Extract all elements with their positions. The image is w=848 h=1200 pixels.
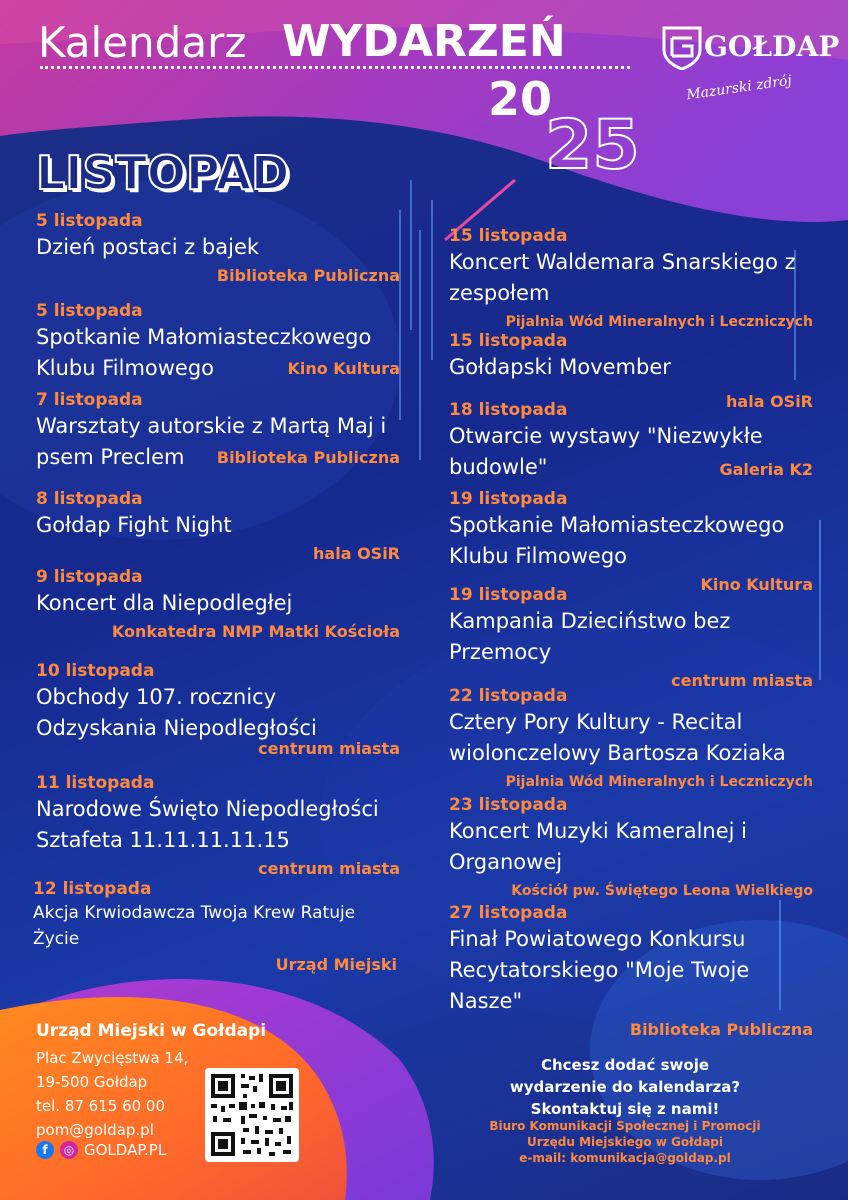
event-title: Kampania Dzieciństwo bez Przemocy (449, 609, 731, 664)
event-date: 18 listopada (449, 400, 568, 420)
contact-name: Urząd Miejski w Gołdapi (36, 1021, 267, 1041)
event-title: Dzień postaci z bajek (36, 235, 260, 259)
event-place: hala OSiR (313, 544, 400, 563)
event-title: Akcja Krwiodawcza Twoja Krew Ratuje Życie (33, 903, 356, 949)
office-contact (470, 1118, 780, 1166)
event-item (36, 389, 400, 469)
event-title: Koncert dla Niepodległej (36, 591, 293, 615)
event-date: 23 listopada (449, 795, 568, 815)
event-item (449, 399, 813, 481)
logo-text: GOŁDAP (704, 30, 840, 63)
contact-email[interactable]: pom@goldap.pl (36, 1121, 154, 1139)
event-item (36, 210, 400, 287)
event-date: 22 listopada (449, 686, 568, 706)
event-place: Pijalnia Wód Mineralnych i Leczniczych (505, 314, 813, 330)
event-title: Gołdap Fight Night (36, 513, 232, 537)
event-item (449, 685, 813, 793)
event-item (36, 566, 400, 643)
event-date: 5 listopada (36, 301, 143, 321)
office-line-1: Biuro Komunikacji Społecznej i Promocji (489, 1119, 761, 1133)
event-date: 10 listopada (36, 661, 155, 681)
event-place: Galeria K2 (719, 460, 813, 479)
contact-city: 19-500 Gołdap (36, 1073, 148, 1091)
contact-street: Plac Zwycięstwa 14, (36, 1049, 189, 1067)
event-date: 19 listopada (449, 585, 568, 605)
event-date: 15 listopada (449, 331, 568, 351)
contact-phone: tel. 87 615 60 00 (36, 1097, 166, 1115)
office-line-2: Urzędu Miejskiego w Gołdapi (527, 1135, 723, 1149)
event-title: Otwarcie wystawy "Niezwykłe budowle" (449, 424, 763, 479)
event-place: centrum miasta (258, 859, 400, 878)
event-title: Cztery Pory Kultury - Recital wiolonczelowy Bartosza Koziaka (449, 710, 786, 765)
cta-line-3: Skontaktuj się z nami! (530, 1100, 720, 1118)
event-title: Narodowe Święto Niepodległości Sztafeta 11.11.11.11.15 (36, 797, 379, 852)
event-date: 9 listopada (36, 567, 143, 587)
event-title: Spotkanie Małomiasteczkowego Klubu Filmowego (449, 513, 785, 568)
event-place: hala OSiR (726, 392, 813, 411)
social-row (36, 1141, 166, 1159)
event-item (449, 225, 813, 333)
event-item (36, 488, 400, 565)
event-title: Koncert Waldemara Snarskiego z zespołem (449, 250, 796, 305)
title-kalendarz: Kalendarz (38, 18, 247, 67)
event-place: centrum miasta (671, 671, 813, 690)
event-date: 8 listopada (36, 489, 143, 509)
year-part-25: 25 (545, 106, 640, 185)
event-place: Kino Kultura (700, 575, 813, 594)
event-title: Gołdapski Movember (449, 355, 671, 379)
event-item (449, 902, 813, 1041)
event-item (449, 584, 813, 692)
instagram-icon[interactable]: ◎ (60, 1141, 78, 1159)
event-title: Spotkanie Małomiasteczkowego Klubu Filmowego (36, 325, 372, 380)
event-item (449, 794, 813, 902)
event-date: 27 listopada (449, 903, 568, 923)
title-wydarzen: WYDARZEŃ (282, 16, 566, 67)
facebook-icon[interactable]: f (36, 1141, 54, 1159)
event-item (36, 772, 400, 880)
event-title: Obchody 107. rocznicy Odzyskania Niepodległości (36, 685, 317, 740)
event-item (33, 878, 397, 976)
event-item (449, 488, 813, 596)
event-place: Kino Kultura (287, 359, 400, 378)
social-handle[interactable]: GOLDAP.PL (84, 1141, 167, 1159)
event-title: Warsztaty autorskie z Martą Maj i psem Preclem (36, 414, 387, 469)
office-email[interactable]: e-mail: komunikacja@goldap.pl (519, 1151, 731, 1165)
event-date: 5 listopada (36, 211, 143, 231)
event-place: Biblioteka Publiczna (216, 266, 400, 285)
event-date: 11 listopada (36, 773, 155, 793)
event-item (36, 300, 400, 380)
title-dotted-underline (40, 66, 630, 69)
event-date: 12 listopada (33, 879, 152, 899)
event-place: Konkatedra NMP Matki Kościoła (111, 622, 400, 641)
event-date: 19 listopada (449, 489, 568, 509)
add-event-cta (470, 1054, 780, 1120)
event-place: Kościół pw. Świętego Leona Wielkiego (511, 883, 813, 899)
event-place: centrum miasta (258, 739, 400, 758)
event-place: Urząd Miejski (275, 955, 397, 974)
tagline: Mazurski zdrój (685, 72, 793, 104)
event-place: Biblioteka Publiczna (216, 448, 400, 467)
cta-line-2: wydarzenie do kalendarza? (509, 1078, 741, 1096)
event-date: 7 listopada (36, 390, 143, 410)
event-item (36, 660, 400, 760)
event-date: 15 listopada (449, 226, 568, 246)
event-place: Biblioteka Publiczna (629, 1020, 813, 1039)
event-title: Koncert Muzyki Kameralnej i Organowej (449, 819, 747, 874)
month-heading: LISTOPAD (36, 146, 290, 200)
year-part-20: 20 (488, 72, 553, 126)
cta-line-1: Chcesz dodać swoje (540, 1056, 710, 1074)
event-place: Pijalnia Wód Mineralnych i Leczniczych (505, 774, 813, 790)
qr-code[interactable] (205, 1068, 299, 1162)
event-title: Finał Powiatowego Konkursu Recytatorskiego "Moje Twoje Nasze" (449, 927, 750, 1013)
